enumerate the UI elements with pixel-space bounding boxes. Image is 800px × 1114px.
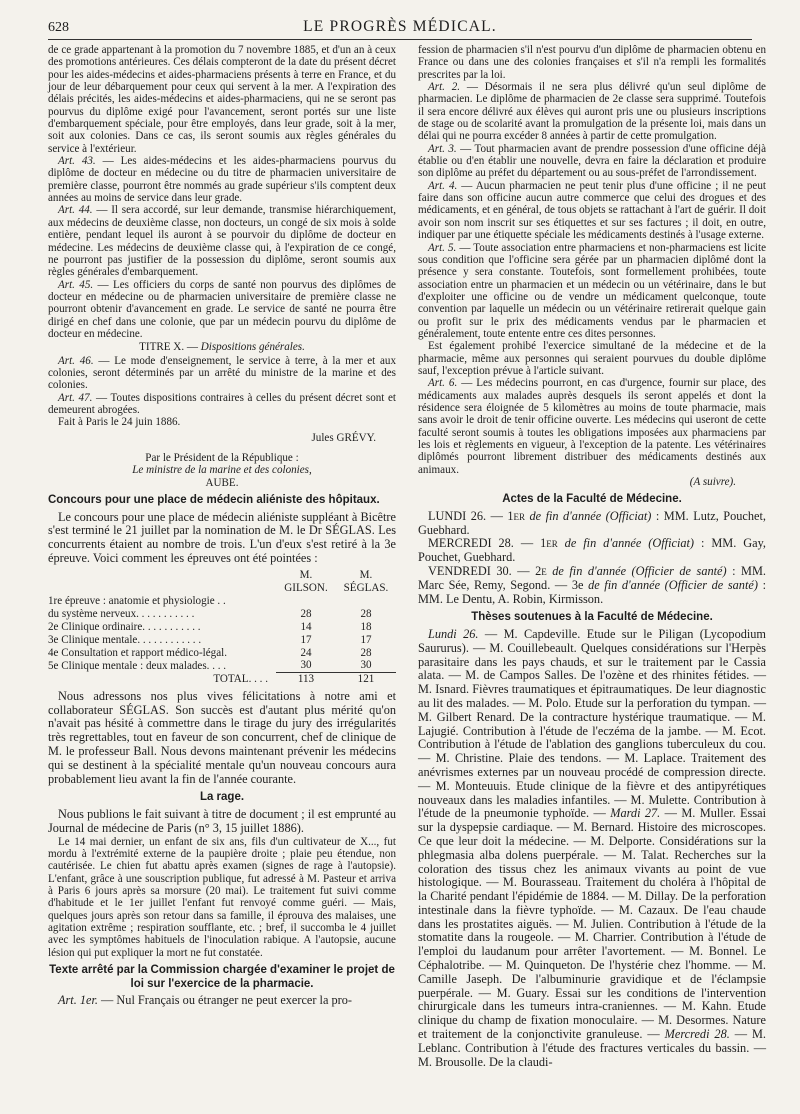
article-text: — Il sera accordé, sur leur demande, transmise hiérarchiquement, aux médecins de deuxième classe, non docteurs, un congé de six mois à solde entière, pendant lequel ils auront à se pourvoir du diplôme de docteur en médecine. Les médecins de deuxième classe qui, à l'expiration de ce congé, ne pourront pas justifier de la possession du diplôme, seront soumis aux règles générales d'embarquement. [48,204,397,279]
concours-heading: Concours pour une place de médecin aliéniste des hôpitaux. [48,494,380,507]
page-number: 628 [48,20,69,35]
scores-col-seglas: M. SÉGLAS. [343,568,389,594]
acte-exam-2: de fin d'année (Officier de santé) [588,577,758,592]
table-row [48,647,396,660]
row-seglas: 18 [360,620,372,633]
row-seglas: 28 [360,646,372,659]
acte-exam: de fin d'année (Officiat) [564,536,695,551]
total-label: TOTAL. . . . [213,673,268,686]
rage-case: Le 14 mai dernier, un enfant de six ans, fils d'un cultivateur de X..., fut mordu à l'extrémité externe de la paupière droite ; plaie peu étendue, non cautérisée. Le chien fut abattu après examen (signes de rage à l'autopsie). L'enfant, grâce à une souscription publique, fut adressé à M. Pasteur et arriva à Paris 6 jours après sa morsure (20 mai). Le traitement fut suivi comme d'habitude et le 1er juillet l'enfant fut renvoyé comme guéri. — Mais, quelques jours après son retour dans sa famille, il éprouva des malaises, une agitation extrême ; respiration soufflante, etc. ; bref, il succomba le 4 juillet avec les symptômes habituels de l'inoculation rabique. A l'autopsie, aucune lésion qui put expliquer la mort ne fut constatée. [48,835,396,959]
total-gilson: 113 [276,673,336,686]
signature: Jules GRÉVY. [311,431,376,444]
acte-day: LUNDI 26. — 1er [428,508,530,523]
pharmacy-bill-heading: Texte arrêté par la Commission chargée d'examiner le projet de loi sur l'exercice de la pharmacie. [49,964,395,990]
titre-heading [48,341,396,353]
row-gilson: 28 [300,608,312,621]
acte-exam: de fin d'année (Officier de santé) [552,564,727,579]
decree-date: Fait à Paris le 24 juin 1886. [58,416,181,429]
journal-title: LE PROGRÈS MÉDICAL. [303,18,497,35]
minister-line: Le ministre de la marine et des colonies, [132,464,312,477]
row-gilson: 24 [300,646,312,659]
acte-exam: de fin d'année (Officiat) [529,508,652,523]
article-text: — Aucun pharmacien ne peut tenir plus d'une officine ; il ne peut faire dans son officine aucun autre commerce que celui des drogues et des médicaments, et en général, de tous objets se rattachant à l'art de guérir. Il doit avoir son nom inscrit sur ses étiquettes et sur ses factures ; il doit, en outre, indiquer par une étiquette spéciale les médicaments destinés à l'usage externe. [418,179,766,242]
acte-lundi [418,510,766,538]
row-gilson [276,595,336,608]
titre-name: Dispositions générales. [200,341,305,354]
row-label: du système nerveux. . . . . . . . . . . [48,608,195,621]
article-text: — Les aides-médecins et les aides-pharmaciens pourvus du diplôme de docteur en médecine ou du titre de pharmacien universitaire de première classe, pourront être nommés au grade supérieur s'ils comptent deux années au moins de service dans leur grade. [48,155,396,205]
theses-day: Lundi 26. [428,626,479,641]
article-1 [48,994,396,1008]
article-5 [418,242,766,341]
acte-day: VENDREDI 30. — 2e [428,564,553,579]
to-be-continued: (A suivre). [689,476,736,489]
article-label: Art. 46. [58,354,94,367]
total-row [48,673,396,686]
scores-col-gilson: M. GILSON. [284,568,328,594]
scores-label-header [48,568,276,596]
row-label: 3e Clinique mentale. . . . . . . . . . . . [48,633,202,646]
row-gilson: 30 [300,659,312,672]
paragraph: de ce grade appartenant à la promotion du 7 novembre 1885, et d'un an à ceux des promotions antérieures. Ces délais compteront de la date du présent décret pour les aides-médecins et aides-pharmaciens présents à terre en France, et du jour de leur débarquement pour ceux qui servent à la mer. A l'expiration des délais précités, les aides-médecins et aides-pharmaciens, qui ne se seront pas pourvus du diplôme exigé pour l'avancement, seront portés sur une liste d'embarquement spéciale, pour être employés, dans leur grade, soit à la mer, soit aux colonies. Dans ce cas, ils seront soumis aux règles générales du service à l'extérieur. [48,44,396,155]
row-seglas: 28 [360,608,372,621]
article-label: Art. 3. [428,142,457,155]
total-seglas: 121 [336,673,396,686]
acte-mercredi [418,537,766,565]
article-text: — Les médecins pourront, en cas d'urgence, fournir sur place, des médicaments aux malades auprès desquels ils seront appelés et dont la résidence sera éloignée de 5 kilomètres au moins de toute pharmacie, mais sans avoir le droit de tenir officine ouverte. Les médecins qui useront de cette faculté seront soumis à toutes les obligations imposées aux pharmaciens par les lois et règlements en vigueur, à l'exception de la patente. Les vétérinaires diplômés pourront librement distribuer des médicaments destinés aux animaux. [418,377,766,476]
article-label: Art. 45. [58,278,94,291]
acte-jury-2: : MM. Le Dentu, A. Robin, Kirmisson. [418,577,766,606]
table-row [48,595,396,608]
article-label: Art. 2. [428,81,461,94]
article-text: — Toutes dispositions contraires à celles du présent décret sont et demeurent abrogées. [48,391,396,416]
titre-number: TITRE X. — [139,341,201,354]
row-label: 4e Consultation et rapport médico-légal. [48,646,227,659]
theses-entries: — M. Muller. Essai sur la dyspepsie cardiaque. — M. Bernard. Histoire des microscopes. Ce que leur doit la médecine. — M. Delporte. Considérations sur la phlegmasia alba dolens puerpérale. — M. Talat. Recherches sur la coloration des tissus chez les animaux vivants au point de vue histologique. — M. Bourasseau. Traitement du choléra à l'hôpital de la Charité pendant l'épidémie de 1884. — M. Dillay. De la perforation intestinale dans la fièvre typhoïde. — M. Cazaux. De l'eau chaude dans les prostatites aiguës. — M. Julien. Contribution à l'étude de la stomatite dans la rougeole. — M. Charrier. Contribution à l'étude de l'emploi du laudanum pour arrêter l'avortement. — M. Bonnel. Le Céphalotribe. — M. Quinqueton. De l'hystérie chez l'homme. — M. Camille Jaseph. De l'albuminurie gravidique et de l'éclampsie puerpérale. — M. Guary. Essai sur les conditions de l'intervention chirurgicale dans les tumeurs intra-craniennes. — M. Kahn. Etude clinique du champ de fixation monoculaire. — M. Desormes. Nature et traitement de la conjonctivite granuleuse. — [418,806,766,1042]
article-label: Art. 44. [58,204,93,217]
acte-vendredi [418,565,766,606]
article-label: Art. 47. [58,391,93,404]
row-seglas [336,595,396,608]
article-4 [418,180,766,242]
row-gilson: 17 [300,633,312,646]
acte-jury: : MM. Marc Sée, Remy, Segond. — 3e [418,564,766,592]
article-label: Art. 4. [428,179,458,192]
acte-day: MERCREDI 28. — 1er [428,536,565,551]
article-5-continued: Est également prohibé l'exercice simultané de la médecine et de la pharmacie, même aux personnes qui seraient pourvues du double diplôme sauf, l'exception prévue à l'article suivant. [418,340,766,377]
row-label: 1re épreuve : anatomie et physiologie . . [48,595,226,608]
acte-jury: : MM. Lutz, Pouchet, Guebhard. [418,508,766,537]
actes-heading: Actes de la Faculté de Médecine. [502,493,682,506]
paragraph: fession de pharmacien s'il n'est pourvu d'un diplôme de pharmacien obtenu en France ou dans une des colonies françaises et s'il n'a rempli les formalités prescrites par la loi. [418,44,766,81]
table-row [48,608,396,621]
row-label: 2e Clinique ordinaire. . . . . . . . . . . [48,620,201,633]
concours-comment: Nous adressons nos plus vives félicitations à notre ami et collaborateur SÉGLAS. Son succès est d'autant plus mérité qu'on n'avait pas hésité à commettre dans le tirage du jury des irrégularités très regrettables, tout en faveur de son concurrent, chef de clinique de M. le professeur Ball. Nous devons maintenant prévenir les médecins qui se destinent à la spécialité mentale qu'un nouveau concours aura probablement lieu avant la fin de l'année courante. [48,688,396,786]
left-column [48,44,396,1008]
article-label: Art. 1er. [58,993,98,1007]
table-row [48,659,396,672]
theses-heading: Thèses soutenues à la Faculté de Médecine. [471,611,713,624]
concours-paragraph: Le concours pour une place de médecin aliéniste suppléant à Bicêtre s'est terminé le 21 juillet par la nomination de M. le Dr SÉGLAS. Les concurrents étaient au nombre de trois. L'un d'eux s'est retiré à la 3e épreuve. Voici comment les épreuves ont été pointées : [48,509,396,565]
minister-name: AUBE. [205,476,239,489]
article-label: Art. 5. [428,241,457,254]
article-text: — Nul Français ou étranger ne peut exercer la pro- [97,993,352,1007]
scores-header-row [48,568,396,596]
article-47 [48,392,396,417]
right-column [418,44,766,1069]
article-2 [418,81,766,143]
page-header [48,14,752,40]
theses-day: Mercredi 28. [664,1027,730,1042]
article-45 [48,279,396,341]
article-6 [418,377,766,476]
article-text: — Le mode d'enseignement, le service à terre, à la mer et aux colonies, seront déterminés par un arrêté du ministre de la marine et des colonies. [48,354,396,392]
scores-table [48,568,396,686]
article-46 [48,355,396,392]
article-43 [48,155,396,204]
row-seglas: 30 [360,659,372,672]
article-text: — Tout pharmacien avant de prendre possession d'une officine déjà établie ou d'en établir une nouvelle, devra en faire la déclaration et produire son diplôme au préfet du département ou au sous-préfet de l'arrondissement. [418,142,766,180]
article-text: — Désormais il ne sera plus délivré qu'un seul diplôme de pharmacien. Le diplôme de pharmacien de 2e classe sera supprimé. Toutefois il sera encore délivré aux élèves qui auront pris une ou plusieurs inscriptions de stage ou de scolarité avant la promulgation de la présente loi, mais dans un délai qui ne pourra excéder 8 années à partir de cette promulgation. [418,81,766,143]
table-row [48,634,396,647]
article-label: Art. 43. [58,155,96,168]
article-3 [418,143,766,180]
article-text: — Les officiers du corps de santé non pourvus des diplômes de docteur en médecine ou de pharmacien universitaire de première classe ne pourront obtenir d'avancement en grade. Le service de santé ne pourra être dirigé en chef dans une colonie, que par un médecin pourvu du diplôme de docteur en médecine. [48,278,396,340]
table-row [48,621,396,634]
theses-list [418,628,766,1070]
row-gilson: 14 [300,620,312,633]
row-label: 5e Clinique mentale : deux malades. . . . [48,659,227,672]
article-text: — Toute association entre pharmaciens et non-pharmaciens est licite sous condition que l'officine sera gérée par un pharmacien diplômé dont la présence y sera constante. Toutefois, sont formellement prohibées, toute association entre un pharmacien et un médecin ou un vétérinaire, dans le but d'exploiter une officine ou de vendre un médicament quelconque, toute convention par laquelle un médecin ou un vétérinaire retirerait quelque gain ou profit sur le prix des médicaments vendus par le pharmacien et généralement, toute entente entre ces dites personnes. [418,241,766,340]
rage-intro: Nous publions le fait suivant à titre de document ; il est emprunté au Journal de médecine de Paris (n° 3, 15 juillet 1886). [48,806,396,835]
article-label: Art. 6. [428,377,458,390]
row-seglas: 17 [360,633,372,646]
theses-entries: — M. Leblanc. Contribution à l'étude des fractures verticales du bassin. — M. Brousolle. De la claudi- [418,1027,766,1069]
rage-heading: La rage. [199,791,245,804]
article-44 [48,204,396,278]
theses-entries: — M. Capdeville. Etude sur le Piligan (Lycopodium Saururus). — M. Couillebeault. Quelques considérations sur l'Herpès parasitaire dans les pays chauds, et sur le traitement par le Cassia alata. — M. de Campos Salles. De l'ozène et des rhinites fétides. — M. Isnard. Fièvres traumatiques et épitraumatiques. De leur diagnostic au lit des malades. — M. Polo. Etude sur la perforation du tympan. — M. Gilbert Renard. De la contracture hystérique traumatique. — M. Lajugié. Contribution à l'étude de l'eczéma de la jambe. — M. Ecot. Contribution à l'étude de l'ablation des ganglions tuberculeux du cou. — M. Christine. Plaie des tendons. — M. Laplace. Traitement des anévrismes externes par un nouveau procédé de compression directe. — M. Monteuuis. Etude clinique de la fièvre et des antipyrétiques nouveaux dans les maladies infantiles. — M. Mulette. Contribution à l'étude de la pneumonie typhoïde. — [418,626,766,821]
theses-day: Mardi 27. [610,806,661,821]
acte-jury: : MM. Gay, Pouchet, Guebhard. [418,536,766,565]
president-line: Par le Président de la République : [145,452,299,464]
